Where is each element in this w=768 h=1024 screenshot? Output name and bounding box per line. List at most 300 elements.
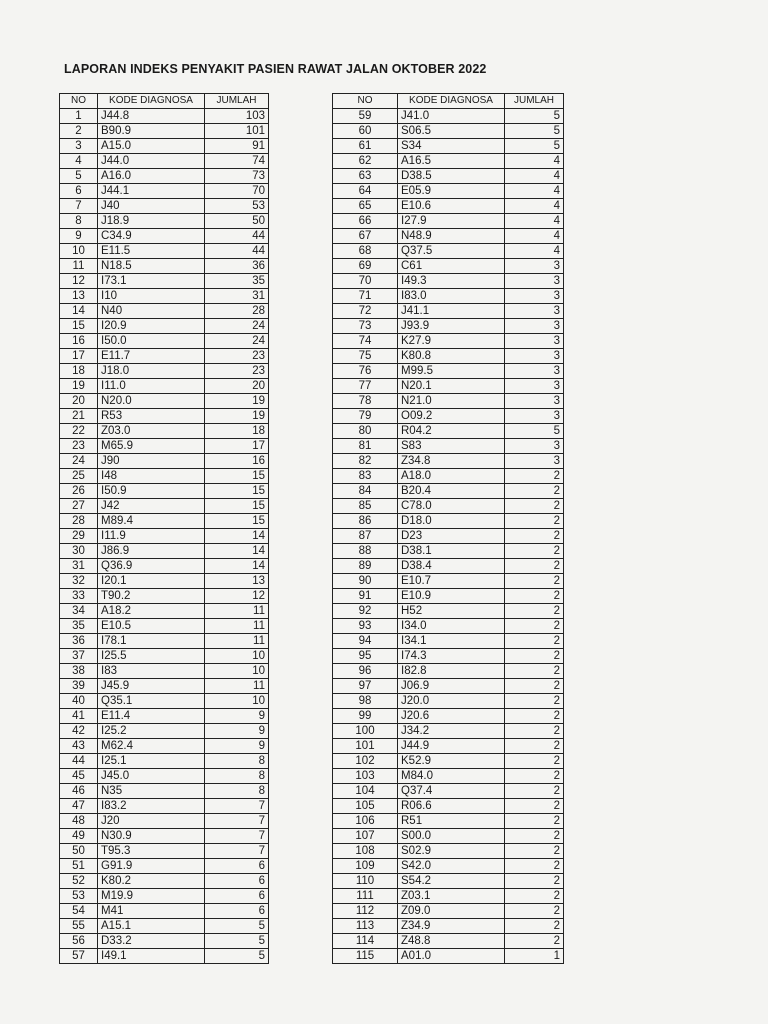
table-row bbox=[60, 934, 269, 949]
row-kode-diagnosa: J42 bbox=[98, 499, 205, 514]
row-jumlah: 44 bbox=[205, 244, 269, 259]
row-kode-diagnosa: N48.9 bbox=[398, 229, 505, 244]
row-no: 104 bbox=[333, 784, 398, 799]
row-no: 81 bbox=[333, 439, 398, 454]
row-no: 34 bbox=[60, 604, 98, 619]
row-kode-diagnosa: S54.2 bbox=[398, 874, 505, 889]
row-kode-diagnosa: H52 bbox=[398, 604, 505, 619]
row-no: 113 bbox=[333, 919, 398, 934]
row-jumlah: 19 bbox=[205, 409, 269, 424]
row-no: 5 bbox=[60, 169, 98, 184]
row-no: 90 bbox=[333, 574, 398, 589]
table-row bbox=[333, 739, 564, 754]
row-jumlah: 23 bbox=[205, 364, 269, 379]
row-no: 13 bbox=[60, 289, 98, 304]
row-jumlah: 5 bbox=[505, 139, 564, 154]
row-kode-diagnosa: J18.0 bbox=[98, 364, 205, 379]
table-row bbox=[60, 559, 269, 574]
table-row bbox=[60, 919, 269, 934]
row-no: 85 bbox=[333, 499, 398, 514]
table-row bbox=[60, 169, 269, 184]
row-no: 39 bbox=[60, 679, 98, 694]
row-no: 93 bbox=[333, 619, 398, 634]
table-row bbox=[333, 514, 564, 529]
row-jumlah: 15 bbox=[205, 469, 269, 484]
row-kode-diagnosa: D18.0 bbox=[398, 514, 505, 529]
row-no: 1 bbox=[60, 109, 98, 124]
row-jumlah: 6 bbox=[205, 889, 269, 904]
report-title: LAPORAN INDEKS PENYAKIT PASIEN RAWAT JALAN OKTOBER 2022 bbox=[64, 62, 487, 76]
row-no: 12 bbox=[60, 274, 98, 289]
row-no: 66 bbox=[333, 214, 398, 229]
table-row bbox=[60, 124, 269, 139]
row-jumlah: 10 bbox=[205, 664, 269, 679]
row-no: 57 bbox=[60, 949, 98, 964]
table-row bbox=[333, 229, 564, 244]
row-kode-diagnosa: M89.4 bbox=[98, 514, 205, 529]
row-kode-diagnosa: K80.2 bbox=[98, 874, 205, 889]
row-no: 69 bbox=[333, 259, 398, 274]
row-no: 98 bbox=[333, 694, 398, 709]
row-kode-diagnosa: B90.9 bbox=[98, 124, 205, 139]
row-kode-diagnosa: Z03.0 bbox=[98, 424, 205, 439]
table-row bbox=[333, 259, 564, 274]
row-kode-diagnosa: Q36.9 bbox=[98, 559, 205, 574]
row-jumlah: 23 bbox=[205, 349, 269, 364]
row-no: 52 bbox=[60, 874, 98, 889]
row-jumlah: 5 bbox=[205, 919, 269, 934]
table-row bbox=[60, 259, 269, 274]
row-kode-diagnosa: I11.9 bbox=[98, 529, 205, 544]
table-row bbox=[333, 769, 564, 784]
row-kode-diagnosa: S83 bbox=[398, 439, 505, 454]
row-kode-diagnosa: J41.1 bbox=[398, 304, 505, 319]
row-kode-diagnosa: I25.2 bbox=[98, 724, 205, 739]
row-no: 94 bbox=[333, 634, 398, 649]
table-row bbox=[333, 634, 564, 649]
row-jumlah: 5 bbox=[505, 124, 564, 139]
row-kode-diagnosa: I83.2 bbox=[98, 799, 205, 814]
table-row bbox=[60, 739, 269, 754]
row-kode-diagnosa: D38.5 bbox=[398, 169, 505, 184]
table-row bbox=[60, 799, 269, 814]
row-no: 114 bbox=[333, 934, 398, 949]
header-jumlah: JUMLAH bbox=[205, 94, 269, 109]
table-row bbox=[333, 334, 564, 349]
row-jumlah: 2 bbox=[505, 754, 564, 769]
left-table bbox=[59, 93, 269, 964]
table-row bbox=[333, 484, 564, 499]
table-row bbox=[333, 919, 564, 934]
table-row bbox=[333, 469, 564, 484]
row-jumlah: 9 bbox=[205, 739, 269, 754]
table-row bbox=[333, 529, 564, 544]
row-no: 107 bbox=[333, 829, 398, 844]
row-no: 63 bbox=[333, 169, 398, 184]
row-jumlah: 103 bbox=[205, 109, 269, 124]
row-kode-diagnosa: K52.9 bbox=[398, 754, 505, 769]
header-kode: KODE DIAGNOSA bbox=[98, 94, 205, 109]
row-no: 77 bbox=[333, 379, 398, 394]
table-row bbox=[333, 109, 564, 124]
table-row bbox=[60, 379, 269, 394]
table-row bbox=[333, 694, 564, 709]
row-no: 22 bbox=[60, 424, 98, 439]
row-jumlah: 20 bbox=[205, 379, 269, 394]
row-kode-diagnosa: E05.9 bbox=[398, 184, 505, 199]
row-jumlah: 2 bbox=[505, 739, 564, 754]
row-jumlah: 2 bbox=[505, 904, 564, 919]
row-no: 36 bbox=[60, 634, 98, 649]
row-no: 60 bbox=[333, 124, 398, 139]
row-jumlah: 3 bbox=[505, 289, 564, 304]
row-jumlah: 8 bbox=[205, 769, 269, 784]
row-kode-diagnosa: C34.9 bbox=[98, 229, 205, 244]
row-no: 48 bbox=[60, 814, 98, 829]
row-kode-diagnosa: Z09.0 bbox=[398, 904, 505, 919]
row-kode-diagnosa: D38.4 bbox=[398, 559, 505, 574]
row-kode-diagnosa: M84.0 bbox=[398, 769, 505, 784]
row-jumlah: 53 bbox=[205, 199, 269, 214]
header-jumlah: JUMLAH bbox=[505, 94, 564, 109]
table-row bbox=[333, 289, 564, 304]
row-jumlah: 2 bbox=[505, 799, 564, 814]
table-row bbox=[60, 754, 269, 769]
row-no: 92 bbox=[333, 604, 398, 619]
table-row bbox=[333, 394, 564, 409]
table-row bbox=[333, 139, 564, 154]
row-no: 33 bbox=[60, 589, 98, 604]
table-row bbox=[60, 109, 269, 124]
row-no: 101 bbox=[333, 739, 398, 754]
table-row bbox=[333, 844, 564, 859]
table-row bbox=[333, 724, 564, 739]
table-row bbox=[333, 499, 564, 514]
row-no: 41 bbox=[60, 709, 98, 724]
row-no: 37 bbox=[60, 649, 98, 664]
row-jumlah: 3 bbox=[505, 379, 564, 394]
table-row bbox=[333, 679, 564, 694]
row-no: 19 bbox=[60, 379, 98, 394]
row-kode-diagnosa: Q37.5 bbox=[398, 244, 505, 259]
row-jumlah: 2 bbox=[505, 604, 564, 619]
row-no: 84 bbox=[333, 484, 398, 499]
row-kode-diagnosa: I83 bbox=[98, 664, 205, 679]
row-no: 46 bbox=[60, 784, 98, 799]
row-no: 40 bbox=[60, 694, 98, 709]
row-kode-diagnosa: E10.7 bbox=[398, 574, 505, 589]
row-jumlah: 2 bbox=[505, 724, 564, 739]
row-no: 76 bbox=[333, 364, 398, 379]
row-no: 73 bbox=[333, 319, 398, 334]
row-no: 71 bbox=[333, 289, 398, 304]
header-row bbox=[333, 94, 564, 109]
row-kode-diagnosa: S02.9 bbox=[398, 844, 505, 859]
row-no: 105 bbox=[333, 799, 398, 814]
row-kode-diagnosa: E10.6 bbox=[398, 199, 505, 214]
row-kode-diagnosa: J06.9 bbox=[398, 679, 505, 694]
row-jumlah: 44 bbox=[205, 229, 269, 244]
table-row bbox=[333, 274, 564, 289]
row-jumlah: 4 bbox=[505, 154, 564, 169]
row-jumlah: 28 bbox=[205, 304, 269, 319]
row-jumlah: 4 bbox=[505, 199, 564, 214]
table-row bbox=[333, 304, 564, 319]
row-jumlah: 7 bbox=[205, 844, 269, 859]
row-no: 109 bbox=[333, 859, 398, 874]
table-row bbox=[60, 139, 269, 154]
table-row bbox=[60, 604, 269, 619]
row-jumlah: 14 bbox=[205, 559, 269, 574]
row-no: 16 bbox=[60, 334, 98, 349]
row-jumlah: 4 bbox=[505, 229, 564, 244]
table-row bbox=[60, 589, 269, 604]
row-kode-diagnosa: J34.2 bbox=[398, 724, 505, 739]
row-no: 64 bbox=[333, 184, 398, 199]
row-kode-diagnosa: I83.0 bbox=[398, 289, 505, 304]
row-kode-diagnosa: I25.5 bbox=[98, 649, 205, 664]
row-jumlah: 8 bbox=[205, 784, 269, 799]
table-row bbox=[333, 214, 564, 229]
table-row bbox=[60, 364, 269, 379]
table-row bbox=[60, 649, 269, 664]
row-no: 55 bbox=[60, 919, 98, 934]
row-no: 70 bbox=[333, 274, 398, 289]
table-row bbox=[60, 304, 269, 319]
table-row bbox=[333, 709, 564, 724]
table-row bbox=[333, 829, 564, 844]
row-kode-diagnosa: I10 bbox=[98, 289, 205, 304]
row-kode-diagnosa: E11.5 bbox=[98, 244, 205, 259]
row-jumlah: 2 bbox=[505, 679, 564, 694]
header-kode: KODE DIAGNOSA bbox=[398, 94, 505, 109]
row-kode-diagnosa: Z03.1 bbox=[398, 889, 505, 904]
row-jumlah: 5 bbox=[205, 934, 269, 949]
row-no: 86 bbox=[333, 514, 398, 529]
row-no: 30 bbox=[60, 544, 98, 559]
row-no: 38 bbox=[60, 664, 98, 679]
row-kode-diagnosa: K80.8 bbox=[398, 349, 505, 364]
table-row bbox=[333, 619, 564, 634]
table-row bbox=[60, 184, 269, 199]
table-row bbox=[60, 274, 269, 289]
table-row bbox=[60, 514, 269, 529]
table-row bbox=[333, 934, 564, 949]
row-kode-diagnosa: J44.9 bbox=[398, 739, 505, 754]
table-row bbox=[60, 574, 269, 589]
row-no: 106 bbox=[333, 814, 398, 829]
table-row bbox=[60, 289, 269, 304]
table-row bbox=[333, 559, 564, 574]
row-kode-diagnosa: T90.2 bbox=[98, 589, 205, 604]
row-jumlah: 9 bbox=[205, 724, 269, 739]
row-jumlah: 91 bbox=[205, 139, 269, 154]
table-row bbox=[60, 694, 269, 709]
row-kode-diagnosa: I78.1 bbox=[98, 634, 205, 649]
row-jumlah: 4 bbox=[505, 244, 564, 259]
row-jumlah: 2 bbox=[505, 619, 564, 634]
row-no: 78 bbox=[333, 394, 398, 409]
row-kode-diagnosa: M41 bbox=[98, 904, 205, 919]
row-kode-diagnosa: I50.9 bbox=[98, 484, 205, 499]
row-no: 68 bbox=[333, 244, 398, 259]
row-kode-diagnosa: E10.9 bbox=[398, 589, 505, 604]
row-kode-diagnosa: A18.2 bbox=[98, 604, 205, 619]
row-jumlah: 70 bbox=[205, 184, 269, 199]
row-jumlah: 2 bbox=[505, 664, 564, 679]
row-kode-diagnosa: J45.0 bbox=[98, 769, 205, 784]
row-jumlah: 3 bbox=[505, 364, 564, 379]
row-no: 80 bbox=[333, 424, 398, 439]
table-row bbox=[333, 589, 564, 604]
table-row bbox=[333, 859, 564, 874]
row-jumlah: 2 bbox=[505, 709, 564, 724]
row-jumlah: 17 bbox=[205, 439, 269, 454]
row-jumlah: 31 bbox=[205, 289, 269, 304]
row-jumlah: 3 bbox=[505, 274, 564, 289]
table-row bbox=[60, 199, 269, 214]
table-row bbox=[60, 244, 269, 259]
table-row bbox=[333, 379, 564, 394]
row-no: 111 bbox=[333, 889, 398, 904]
row-kode-diagnosa: N30.9 bbox=[98, 829, 205, 844]
row-kode-diagnosa: I48 bbox=[98, 469, 205, 484]
row-jumlah: 7 bbox=[205, 814, 269, 829]
row-jumlah: 2 bbox=[505, 769, 564, 784]
table-row bbox=[60, 469, 269, 484]
table-row bbox=[333, 949, 564, 964]
row-jumlah: 15 bbox=[205, 499, 269, 514]
row-no: 75 bbox=[333, 349, 398, 364]
row-kode-diagnosa: D38.1 bbox=[398, 544, 505, 559]
table-row bbox=[60, 154, 269, 169]
row-kode-diagnosa: Z34.8 bbox=[398, 454, 505, 469]
row-no: 6 bbox=[60, 184, 98, 199]
row-jumlah: 4 bbox=[505, 184, 564, 199]
row-kode-diagnosa: Q35.1 bbox=[98, 694, 205, 709]
row-jumlah: 12 bbox=[205, 589, 269, 604]
row-jumlah: 101 bbox=[205, 124, 269, 139]
row-kode-diagnosa: M19.9 bbox=[98, 889, 205, 904]
table-row bbox=[60, 349, 269, 364]
row-kode-diagnosa: N20.1 bbox=[398, 379, 505, 394]
row-no: 44 bbox=[60, 754, 98, 769]
row-jumlah: 8 bbox=[205, 754, 269, 769]
table-row bbox=[60, 769, 269, 784]
row-kode-diagnosa: Z34.9 bbox=[398, 919, 505, 934]
table-row bbox=[333, 604, 564, 619]
row-kode-diagnosa: I49.1 bbox=[98, 949, 205, 964]
row-kode-diagnosa: J20.6 bbox=[398, 709, 505, 724]
row-no: 112 bbox=[333, 904, 398, 919]
row-no: 43 bbox=[60, 739, 98, 754]
row-kode-diagnosa: Z48.8 bbox=[398, 934, 505, 949]
row-jumlah: 3 bbox=[505, 259, 564, 274]
row-no: 23 bbox=[60, 439, 98, 454]
row-kode-diagnosa: N35 bbox=[98, 784, 205, 799]
row-no: 7 bbox=[60, 199, 98, 214]
row-no: 89 bbox=[333, 559, 398, 574]
row-no: 29 bbox=[60, 529, 98, 544]
row-jumlah: 15 bbox=[205, 514, 269, 529]
row-jumlah: 2 bbox=[505, 514, 564, 529]
right-table-body bbox=[333, 109, 564, 964]
row-no: 25 bbox=[60, 469, 98, 484]
row-jumlah: 36 bbox=[205, 259, 269, 274]
row-jumlah: 2 bbox=[505, 844, 564, 859]
row-kode-diagnosa: I34.0 bbox=[398, 619, 505, 634]
row-no: 31 bbox=[60, 559, 98, 574]
row-kode-diagnosa: D33.2 bbox=[98, 934, 205, 949]
row-kode-diagnosa: J93.9 bbox=[398, 319, 505, 334]
row-no: 24 bbox=[60, 454, 98, 469]
row-jumlah: 3 bbox=[505, 409, 564, 424]
row-no: 17 bbox=[60, 349, 98, 364]
table-row bbox=[60, 439, 269, 454]
table-row bbox=[333, 424, 564, 439]
row-jumlah: 11 bbox=[205, 619, 269, 634]
row-kode-diagnosa: A16.0 bbox=[98, 169, 205, 184]
table-row bbox=[60, 814, 269, 829]
row-jumlah: 5 bbox=[505, 424, 564, 439]
table-row bbox=[333, 784, 564, 799]
table-row bbox=[333, 454, 564, 469]
row-jumlah: 3 bbox=[505, 334, 564, 349]
right-table bbox=[332, 93, 564, 964]
table-row bbox=[60, 394, 269, 409]
row-no: 4 bbox=[60, 154, 98, 169]
table-row bbox=[333, 124, 564, 139]
row-jumlah: 2 bbox=[505, 544, 564, 559]
row-kode-diagnosa: I74.3 bbox=[398, 649, 505, 664]
row-no: 35 bbox=[60, 619, 98, 634]
row-kode-diagnosa: C78.0 bbox=[398, 499, 505, 514]
row-jumlah: 11 bbox=[205, 679, 269, 694]
row-kode-diagnosa: S00.0 bbox=[398, 829, 505, 844]
row-no: 47 bbox=[60, 799, 98, 814]
table-row bbox=[60, 874, 269, 889]
table-row bbox=[333, 349, 564, 364]
row-kode-diagnosa: M65.9 bbox=[98, 439, 205, 454]
row-jumlah: 3 bbox=[505, 439, 564, 454]
table-row bbox=[60, 949, 269, 964]
row-kode-diagnosa: R51 bbox=[398, 814, 505, 829]
row-no: 28 bbox=[60, 514, 98, 529]
row-no: 2 bbox=[60, 124, 98, 139]
row-no: 108 bbox=[333, 844, 398, 859]
row-jumlah: 2 bbox=[505, 859, 564, 874]
table-row bbox=[333, 874, 564, 889]
row-no: 50 bbox=[60, 844, 98, 859]
row-jumlah: 19 bbox=[205, 394, 269, 409]
row-jumlah: 2 bbox=[505, 574, 564, 589]
table-row bbox=[60, 889, 269, 904]
row-no: 49 bbox=[60, 829, 98, 844]
table-row bbox=[333, 814, 564, 829]
row-no: 42 bbox=[60, 724, 98, 739]
row-no: 65 bbox=[333, 199, 398, 214]
row-no: 21 bbox=[60, 409, 98, 424]
row-jumlah: 2 bbox=[505, 889, 564, 904]
row-jumlah: 4 bbox=[505, 169, 564, 184]
row-no: 15 bbox=[60, 319, 98, 334]
row-jumlah: 9 bbox=[205, 709, 269, 724]
row-kode-diagnosa: M99.5 bbox=[398, 364, 505, 379]
row-jumlah: 2 bbox=[505, 694, 564, 709]
row-jumlah: 2 bbox=[505, 589, 564, 604]
row-kode-diagnosa: I11.0 bbox=[98, 379, 205, 394]
table-row bbox=[60, 499, 269, 514]
